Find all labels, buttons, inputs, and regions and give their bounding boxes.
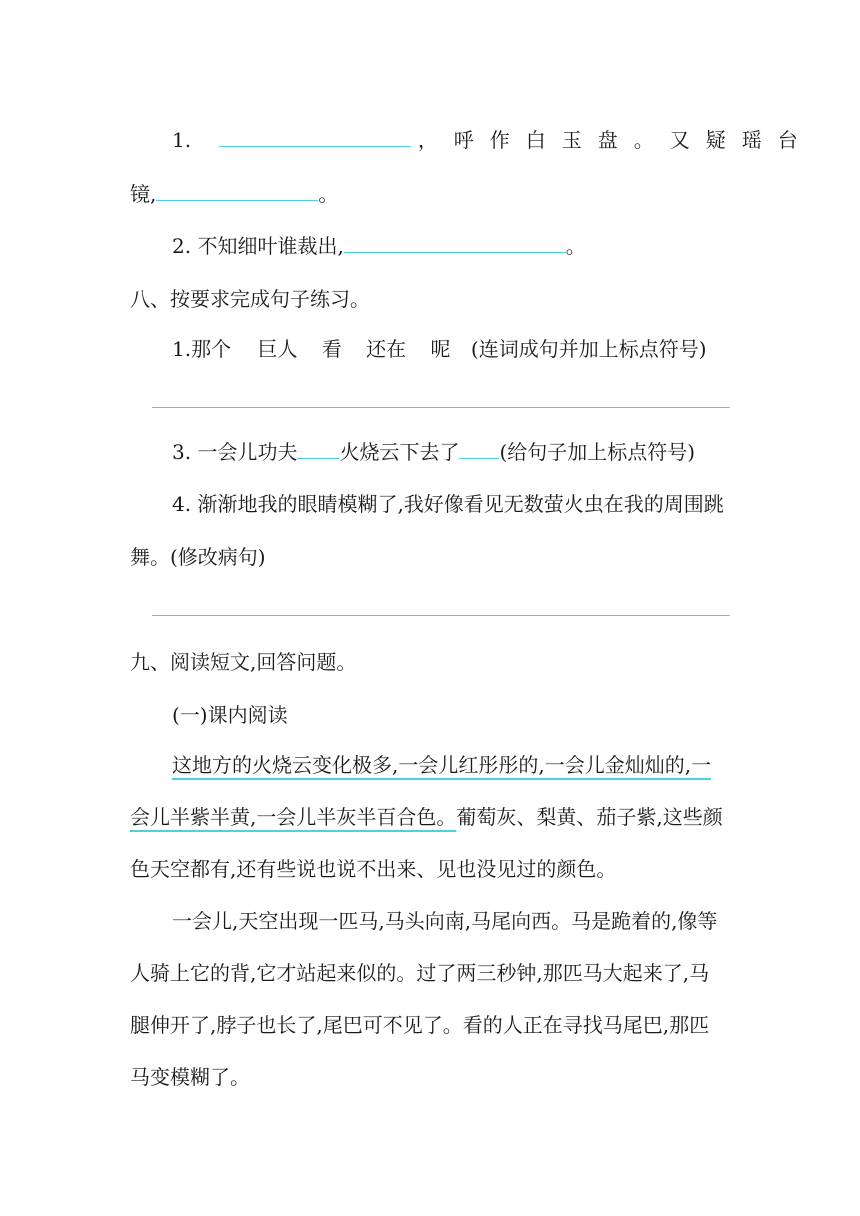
q8-4-line2: 舞。(修改病句) [130,545,266,569]
question-number: 1. [172,128,192,152]
passage-line: 会儿半紫半黄,一会儿半灰半百合色。葡萄灰、梨黄、茄子紫,这些颜 [130,805,723,829]
passage-line: 色天空都有,还有些说也说不出来、见也没见过的颜色。 [130,857,617,881]
punctuation-blank[interactable] [297,440,339,459]
q7-1-text: ，呼作白玉盘。又疑瑶台 [417,128,814,152]
passage-line: 腿伸开了,脖子也长了,尾巴可不见了。看的人正在寻找马尾巴,那匹 [130,1013,710,1037]
answer-line[interactable] [152,615,730,616]
fill-blank[interactable] [344,234,566,253]
answer-line[interactable] [152,407,730,408]
q7-1-line2: 镜, 。 [130,182,339,206]
passage-line: 人骑上它的背,它才站起来似的。过了两三秒钟,那匹马大起来了,马 [130,961,710,985]
passage-line: 一会儿,天空出现一匹马,马头向南,马尾向西。马是跪着的,像等 [172,909,718,933]
punctuation-blank[interactable] [459,440,499,459]
q7-1-line1 [172,126,814,154]
sub-heading: (一)课内阅读 [172,703,288,727]
q8-4-line1: 4. 渐渐地我的眼睛模糊了,我好像看见无数萤火虫在我的周围跳 [172,492,724,516]
q8-3: 3. 一会儿功夫 火烧云下去了 (给句子加上标点符号) [172,440,696,464]
q7-2: 2. 不知细叶谁裁出, 。 [172,234,586,258]
fill-blank[interactable] [156,182,318,201]
passage-line: 这地方的火烧云变化极多,一会儿红彤彤的,一会儿金灿灿的,一 [172,753,712,777]
section-heading: 九、阅读短文,回答问题。 [130,650,357,674]
section-heading: 八、按要求完成句子练习。 [130,287,370,311]
q8-1: 1.那个 巨人 看 还在 呢 (连词成句并加上标点符号) [172,337,707,361]
passage-line: 马变模糊了。 [130,1065,250,1089]
fill-blank[interactable] [219,128,411,147]
